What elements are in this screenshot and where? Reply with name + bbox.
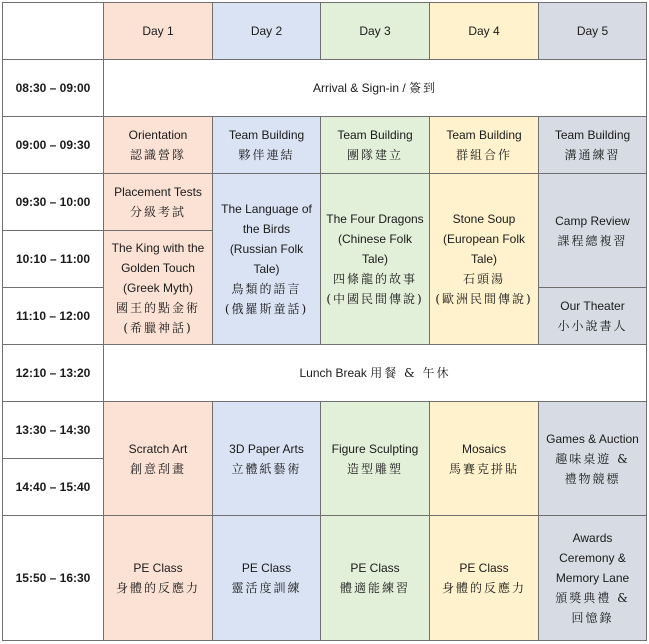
day2-story-en-4: Tale)	[253, 262, 280, 276]
day1-orientation-zh: 認識營隊	[129, 148, 186, 162]
day4-story-cell	[430, 174, 539, 345]
day-2-header: Day 2	[213, 3, 321, 60]
day1-orientation	[104, 117, 213, 174]
day3-figure-sculpting	[321, 402, 430, 516]
arrival-cell	[104, 60, 647, 117]
figure-sculpting-en: Figure Sculpting	[331, 441, 419, 456]
day4-story-zh-1: 石頭湯	[462, 272, 505, 286]
mosaics-en: Mosaics	[461, 441, 506, 456]
time-0900: 09:00 – 09:30	[3, 117, 104, 174]
day3-story-en-2: (Chinese Folk	[337, 232, 413, 246]
figure-sculpting-zh: 造型雕塑	[346, 461, 403, 476]
row-1550	[3, 516, 647, 641]
day1-story-en-2: Golden Touch	[121, 260, 195, 275]
awards-zh-1: 頒獎典禮 &	[555, 591, 630, 605]
lunch-en: Lunch Break	[299, 366, 367, 380]
day1-story-zh-1: 國王的點金術	[115, 300, 200, 315]
row-1210	[3, 345, 647, 402]
our-theater-zh: 小小說書人	[557, 319, 628, 333]
arrival-zh: 簽到	[409, 81, 438, 95]
our-theater-en: Our Theater	[560, 299, 625, 313]
time-1210: 12:10 – 13:20	[3, 345, 104, 402]
day4-story-en-1: Stone Soup	[452, 212, 516, 226]
day2-story-zh-2: (俄羅斯童話)	[224, 302, 309, 316]
day1-story-en-1: The King with the	[111, 240, 205, 255]
scratch-art-en: Scratch Art	[128, 441, 188, 456]
day5-team-building	[539, 117, 647, 174]
paper-arts-zh: 立體紙藝術	[231, 461, 302, 476]
day4-pe-class	[430, 516, 539, 641]
day3-story-zh-1: 四條龍的故事	[332, 272, 417, 286]
day-4-header: Day 4	[430, 3, 539, 60]
day1-story-cell	[104, 231, 213, 345]
arrival-en: Arrival & Sign-in /	[312, 81, 409, 95]
row-0830	[3, 60, 647, 117]
day5-camp-review	[539, 174, 647, 288]
day2-pe-en: PE Class	[241, 561, 292, 575]
row-1330	[3, 402, 647, 459]
paper-arts-en: 3D Paper Arts	[229, 441, 304, 456]
day-5-header: Day 5	[539, 3, 647, 60]
day1-story-en-3: (Greek Myth)	[122, 280, 193, 295]
day5-our-theater	[539, 288, 647, 345]
scratch-art-zh: 創意刮畫	[129, 461, 186, 476]
day1-scratch-art	[104, 402, 213, 516]
day3-story-en-3: Tale)	[361, 252, 388, 266]
day3-team-building-en: Team Building	[337, 128, 413, 142]
day-3-header: Day 3	[321, 3, 430, 60]
placement-tests-zh: 分級考試	[129, 205, 186, 219]
day4-team-building-zh: 群組合作	[455, 148, 512, 162]
day2-pe-zh: 靈活度訓練	[231, 581, 302, 595]
day1-pe-en: PE Class	[133, 561, 183, 575]
camp-review-en: Camp Review	[555, 213, 630, 228]
day4-mosaics	[430, 402, 539, 516]
day5-awards-ceremony	[539, 516, 647, 641]
day4-story-en-2: (European Folk	[442, 232, 526, 246]
day4-pe-zh: 身體的反應力	[441, 581, 526, 595]
day4-team-building-en: Team Building	[446, 128, 522, 142]
day4-story-zh-2: (歐洲民間傳說)	[435, 292, 533, 306]
day5-team-building-en: Team Building	[554, 128, 631, 142]
day3-story-cell	[321, 174, 430, 345]
row-0930	[3, 174, 647, 231]
day1-pe-class	[104, 516, 213, 641]
awards-en-1: Awards	[572, 531, 613, 545]
day2-story-en-2: the Birds	[242, 222, 291, 236]
day2-team-building	[213, 117, 321, 174]
games-auction-en: Games & Auction	[546, 431, 639, 446]
day4-pe-en: PE Class	[459, 561, 509, 575]
day4-story-en-3: Tale)	[470, 252, 497, 266]
day2-team-building-zh: 夥伴連結	[238, 148, 295, 162]
lunch-zh: 用餐 & 午休	[370, 366, 451, 380]
awards-zh-2: 回憶錄	[571, 611, 614, 625]
day2-story-cell	[213, 174, 321, 345]
time-0930: 09:30 – 10:00	[3, 174, 104, 231]
games-auction-zh-1: 趣味桌遊 &	[555, 451, 630, 466]
day2-pe-class	[213, 516, 321, 641]
day5-games-auction	[539, 402, 647, 516]
day4-team-building	[430, 117, 539, 174]
time-0830: 08:30 – 09:00	[3, 60, 104, 117]
day2-paper-arts	[213, 402, 321, 516]
day3-story-en-1: The Four Dragons	[326, 212, 424, 226]
day1-story-zh-2: (希臘神話)	[123, 320, 193, 335]
day3-team-building	[321, 117, 430, 174]
day1-pe-zh: 身體的反應力	[115, 581, 200, 595]
day1-placement-tests	[104, 174, 213, 231]
time-1550: 15:50 – 16:30	[3, 516, 104, 641]
day1-orientation-en: Orientation	[128, 128, 188, 142]
header-row	[3, 3, 647, 60]
mosaics-zh: 馬賽克拼貼	[448, 461, 519, 476]
row-0900	[3, 117, 647, 174]
awards-en-2: Ceremony &	[559, 551, 626, 565]
time-1110: 11:10 – 12:00	[3, 288, 104, 345]
day2-team-building-en: Team Building	[228, 128, 305, 142]
awards-en-3: Memory Lane	[555, 571, 630, 585]
games-auction-zh-2: 禮物競標	[564, 471, 621, 486]
day3-pe-zh: 體適能練習	[339, 581, 410, 595]
day3-team-building-zh: 團隊建立	[346, 148, 403, 162]
day2-story-zh-1: 鳥類的語言	[231, 282, 302, 296]
day2-story-en-1: The Language of	[221, 202, 312, 216]
corner-cell	[3, 3, 104, 60]
day3-pe-en: PE Class	[350, 561, 400, 575]
day5-team-building-zh: 溝通練習	[564, 148, 621, 162]
camp-schedule-table	[2, 2, 647, 641]
camp-review-zh: 課程總複習	[557, 233, 628, 248]
lunch-cell	[104, 345, 647, 402]
time-1010: 10:10 – 11:00	[3, 231, 104, 288]
day-1-header: Day 1	[104, 3, 213, 60]
day2-story-en-3: (Russian Folk	[229, 242, 304, 256]
time-1440: 14:40 – 15:40	[3, 459, 104, 516]
placement-tests-en: Placement Tests	[114, 185, 202, 199]
day3-story-zh-2: (中國民間傳說)	[326, 292, 424, 306]
day3-pe-class	[321, 516, 430, 641]
time-1330: 13:30 – 14:30	[3, 402, 104, 459]
